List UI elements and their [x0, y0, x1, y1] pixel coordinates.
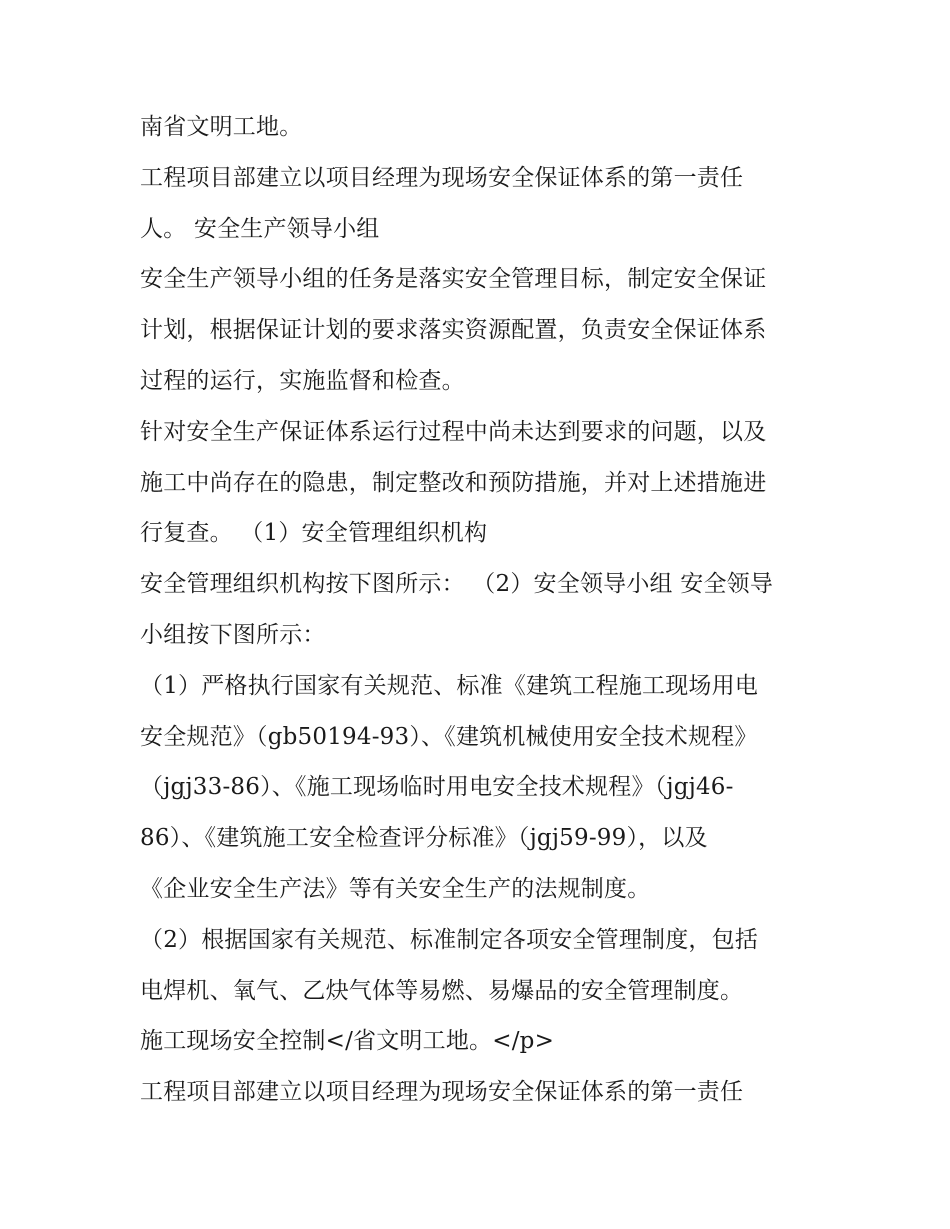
- text-line: 工程项目部建立以项目经理为现场安全保证体系的第一责任: [140, 1079, 744, 1106]
- text-line: 工程项目部建立以项目经理为现场安全保证体系的第一责任: [140, 164, 744, 191]
- text-line: （2）根据国家有关规范、标准制定各项安全管理制度，包括: [140, 926, 759, 953]
- text-line: 过程的运行，实施监督和检查。: [140, 367, 465, 394]
- text-line: 行复查。 （1）安全管理组织机构: [140, 520, 488, 547]
- text-line: 安全规范》（gb50194-93）、《建筑机械使用安全技术规程》: [140, 723, 758, 750]
- document-body: [140, 102, 820, 1118]
- text-line: 安全管理组织机构按下图所示： （2）安全领导小组 安全领导: [140, 571, 774, 598]
- text-line: （1）严格执行国家有关规范、标准《建筑工程施工现场用电: [140, 672, 759, 699]
- text-line: 《企业安全生产法》等有关安全生产的法规制度。: [140, 875, 651, 902]
- text-line: 南省文明工地。: [140, 114, 303, 140]
- text-line: 电焊机、氧气、乙炔气体等易燃、易爆品的安全管理制度。: [140, 977, 744, 1004]
- text-line: 计划，根据保证计划的要求落实资源配置，负责安全保证体系: [140, 317, 767, 344]
- text-line: 施工现场安全控制</省文明工地。</p>: [140, 1028, 555, 1055]
- text-line: 86）、《建筑施工安全检查评分标准》（jgj59-99），以及: [140, 825, 708, 852]
- text-line: （jgj33-86）、《施工现场临时用电安全技术规程》（jgj46-: [140, 774, 734, 801]
- text-line: 小组按下图所示：: [140, 621, 326, 648]
- text-line: 施工中尚存在的隐患，制定整改和预防措施，并对上述措施进: [140, 469, 767, 496]
- text-line: 安全生产领导小组的任务是落实安全管理目标，制定安全保证: [140, 266, 767, 293]
- text-line: 人。 安全生产领导小组: [140, 215, 380, 242]
- text-line: 针对安全生产保证体系运行过程中尚未达到要求的问题，以及: [140, 418, 767, 445]
